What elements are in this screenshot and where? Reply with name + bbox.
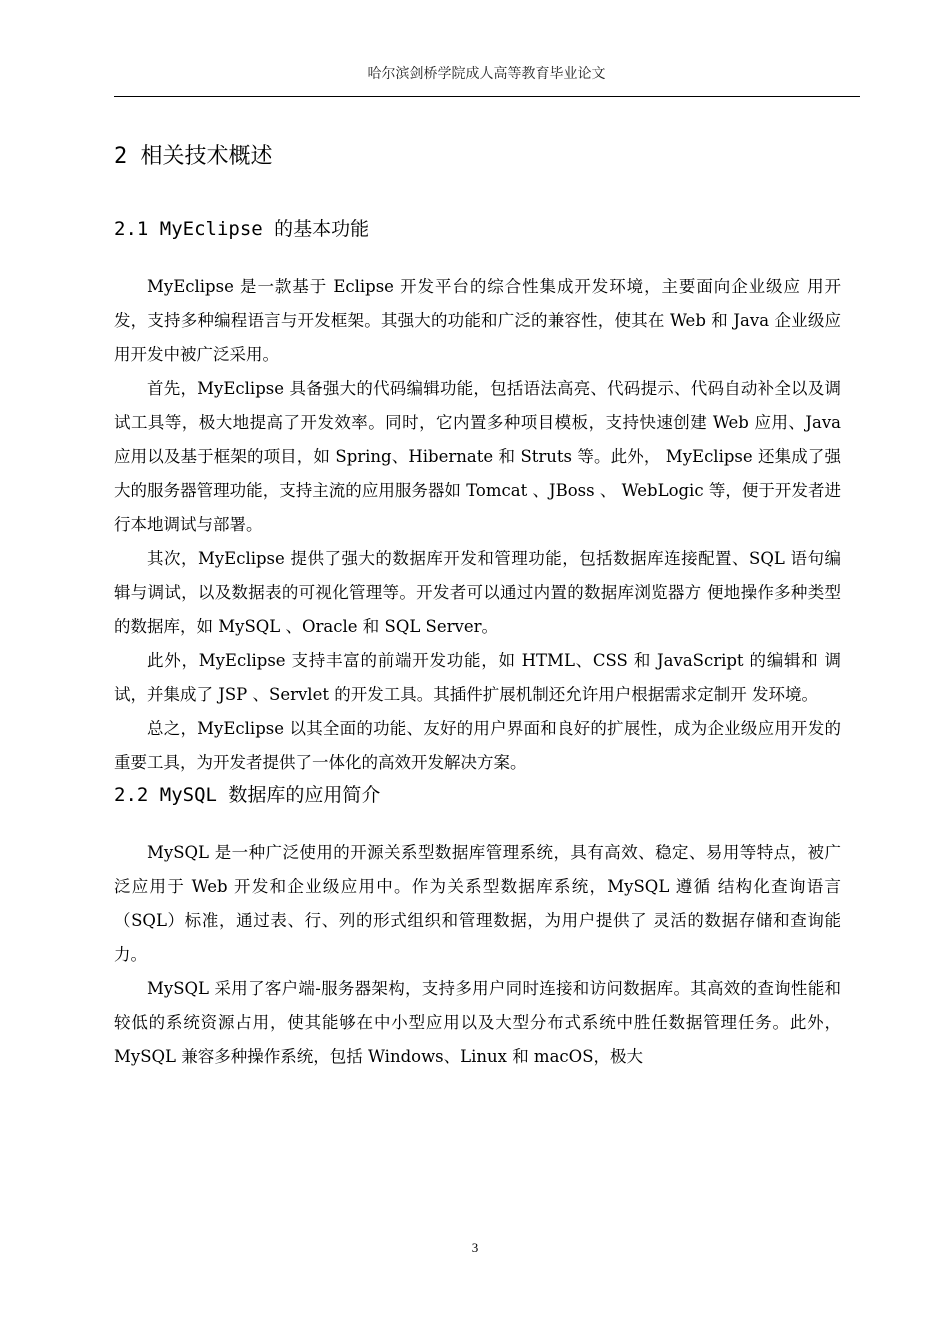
- page-number: 3: [471, 1240, 479, 1255]
- section-2-1-paragraph: MyEclipse 是一款基于 Eclipse 开发平台的综合性集成开发环境，主要面向企业级应 用开发，支持多种编程语言与开发框架。其强大的功能和广泛的兼容性，使其在 Web 和 Java 企业级应用开发中被广泛采用。: [114, 277, 841, 364]
- section-2-2-paragraph: MySQL 是一种广泛使用的开源关系型数据库管理系统，具有高效、稳定、易用等特点，被广泛应用于 Web 开发和企业级应用中。作为关系型数据库系统，MySQL 遵循 结构化查询语言（SQL）标准，通过表、行、列的形式组织和管理数据，为用户提供了 灵活的数据存储和查询能力。: [114, 843, 841, 964]
- header-rule: [114, 96, 860, 97]
- section-2-1-paragraph: 首先，MyEclipse 具备强大的代码编辑功能，包括语法高亮、代码提示、代码自动补全以及调试工具等，极大地提高了开发效率。同时，它内置多种项目模板，支持快速创建 Web 应用、Java 应用以及基于框架的项目，如 Spring、Hibernate 和 Struts 等。此外， MyEclipse 还集成了强大的服务器管理功能，支持主流的应用服务器如 Tomcat 、JBoss 、 WebLogic 等，便于开发者进行本地调试与部署。: [114, 379, 841, 534]
- section-2-1-paragraph: 其次，MyEclipse 提供了强大的数据库开发和管理功能，包括数据库连接配置、SQL 语句编辑与调试，以及数据表的可视化管理等。开发者可以通过内置的数据库浏览器方 便地操作多种类型的数据库，如 MySQL 、Oracle 和 SQL Server。: [114, 549, 841, 636]
- page-body: [114, 140, 841, 1074]
- section-2-1-paragraph: 总之，MyEclipse 以其全面的功能、友好的用户界面和良好的扩展性，成为企业级应用开发的重要工具，为开发者提供了一体化的高效开发解决方案。: [114, 719, 841, 772]
- chapter-title: 2 相关技术概述: [114, 144, 273, 169]
- running-header: 哈尔滨剑桥学院成人高等教育毕业论文: [367, 66, 606, 82]
- section-2-2-paragraph: MySQL 采用了客户端-服务器架构，支持多用户同时连接和访问数据库。其高效的查询性能和较低的系统资源占用，使其能够在中小型应用以及大型分布式系统中胜任数据管理任务。此外，MySQL 兼容多种操作系统，包括 Windows、Linux 和 macOS，极大: [114, 979, 841, 1066]
- section-2-1-paragraph: 此外，MyEclipse 支持丰富的前端开发功能，如 HTML、CSS 和 JavaScript 的编辑和 调试，并集成了 JSP 、Servlet 的开发工具。其插件扩展机制还允许用户根据需求定制开 发环境。: [114, 651, 841, 704]
- section-2-1-title: 2.1 MyEclipse 的基本功能: [114, 218, 370, 240]
- section-2-2-title: 2.2 MySQL 数据库的应用简介: [114, 784, 381, 806]
